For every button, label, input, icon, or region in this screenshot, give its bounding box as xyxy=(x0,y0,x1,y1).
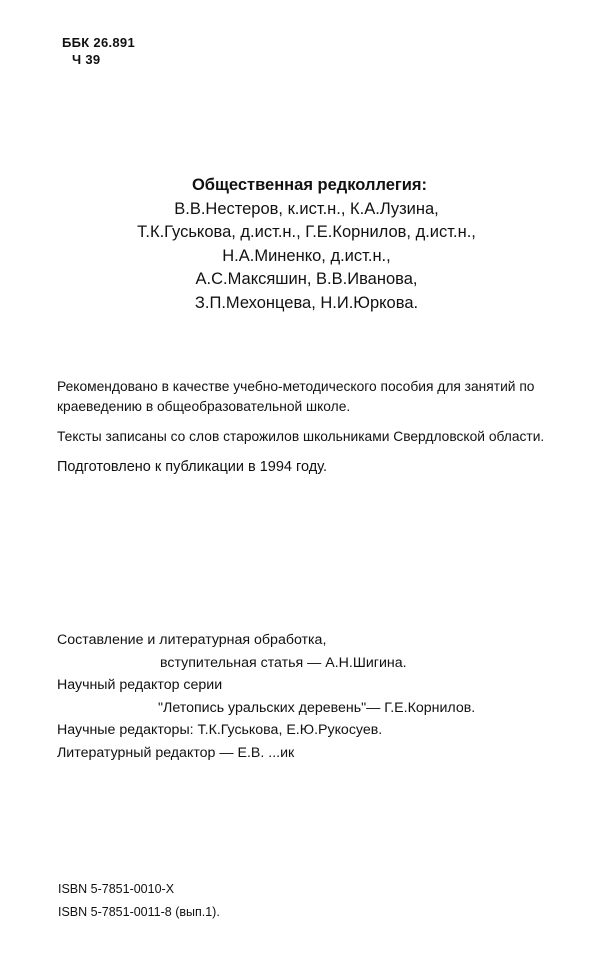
editorial-board-title: Общественная редколлегия: xyxy=(191,176,428,194)
series-editor-label: Научный редактор серии xyxy=(57,677,223,693)
editorial-board-line: Т.К.Гуськова, д.ист.н., Г.Е.Корнилов, д.ист.н., xyxy=(137,223,476,241)
scientific-editors-credit: Научные редакторы: Т.К.Гуськова, Е.Ю.Рукосуев. xyxy=(57,722,383,738)
source-note: Тексты записаны со слов старожилов школьниками Свердловской области. xyxy=(57,429,545,444)
editorial-board-line: З.П.Мехонцева, Н.И.Юркова. xyxy=(194,293,419,312)
compiler-credit: Составление и литературная обработка, xyxy=(57,632,327,648)
isbn-line: ISBN 5-7851-0010-X xyxy=(58,882,175,896)
editorial-board xyxy=(0,174,613,315)
isbn-block xyxy=(58,878,220,924)
isbn-line: ISBN 5-7851-0011-8 (вып.1). xyxy=(58,905,220,919)
author-sign-code: Ч 39 xyxy=(72,52,101,67)
editorial-board-line: Н.А.Миненко, д.ист.н., xyxy=(222,246,391,265)
literary-editor-credit: Литературный редактор — Е.В. ...ик xyxy=(57,744,295,761)
library-codes xyxy=(62,34,135,68)
intro-article-credit: вступительная статья — А.Н.Шигина. xyxy=(160,654,407,671)
publication-year-note: Подготовлено к публикации в 1994 году. xyxy=(57,458,328,475)
credits-block xyxy=(57,629,475,764)
recommendation-note: Рекомендовано в качестве учебно-методического пособия для занятий по краеведению в общеобразовательной школе. xyxy=(57,379,535,414)
editorial-board-line: В.В.Нестеров, к.ист.н., К.А.Лузина, xyxy=(174,199,439,218)
bbk-code: ББК 26.891 xyxy=(62,35,135,50)
series-editor-credit: "Летопись уральских деревень"— Г.Е.Корнилов. xyxy=(158,699,476,716)
publication-notes xyxy=(57,377,567,488)
editorial-board-line: А.С.Максяшин, В.В.Иванова, xyxy=(195,270,418,288)
